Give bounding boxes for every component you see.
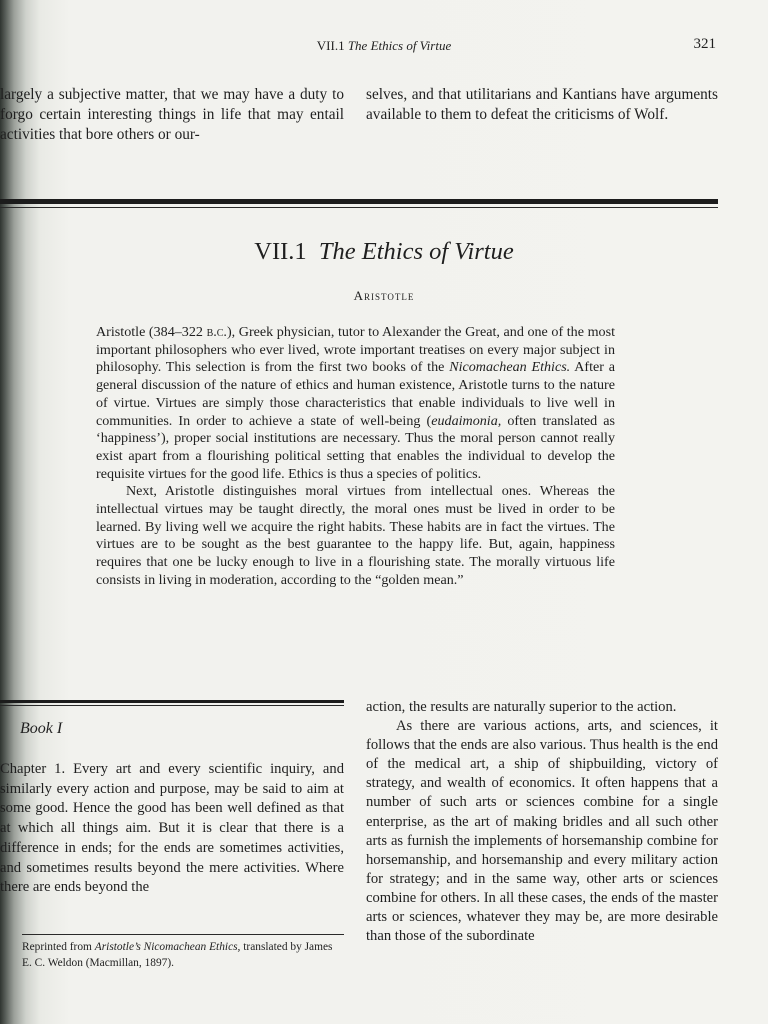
- chapter-1-text: Chapter 1. Every art and every scientific inquiry, and similarly every action and purpose, may be said to aim at some good. Hence the good has been well defined as that at which all things aim. But it is clear that there is a difference in ends; for the ends are sometimes activities, and sometimes results beyond the mere activities. Where there are ends beyond the: [0, 761, 344, 896]
- footnote-title-italic: Aristotle’s Nicomachean Ethics,: [94, 941, 241, 953]
- intro-text: [96, 324, 615, 590]
- book-title-italic: Nicomachean Ethics.: [449, 359, 571, 376]
- right-paragraph-1: action, the results are naturally superior to the action.: [366, 699, 677, 715]
- right-paragraph-2: As there are various actions, arts, and sciences, it follows that the ends are also various. Thus health is the end of the medical art, a ship of shipbuilding, victory of strategy, and wealth of economics. It often happens that a number of such arts or sciences combine for a single enterprise, as the art of making bridles and all such other arts as furnish the implements of horsemanship combine for horsemanship, and horsemanship and every military action for strategy; and in the same way, other arts or sciences combine for others. In all these cases, the ends of the master arts or sciences, whatever they may be, are more desirable than those of the subordinate: [366, 718, 718, 945]
- top-right-column-text: selves, and that utilitarians and Kantians have arguments available to them to defeat the criticisms of Wolf.: [366, 86, 718, 123]
- author-name: Aristotle: [353, 288, 415, 303]
- top-left-column-text: largely a subjective matter, that we may have a duty to forgo certain interesting things in life that may entail activities that bore others or our-: [0, 86, 344, 143]
- era-abbrev: b.c.: [206, 324, 227, 340]
- section-number: VII.1: [254, 238, 307, 265]
- footnote-rule: [22, 934, 344, 935]
- section-title: [0, 238, 768, 266]
- intro-paragraph-1: Aristotle (384–322 b.c.), Greek physician, tutor to Alexander the Great, and one of the most important philosophers who ever lived, wrote important treatises on every major subject in philosophy. This selection is from the first two books of the Nicomachean Ethics. After a general discussion of the nature of ethics and human existence, Aristotle turns to the nature of virtue. Virtues are simply those characteristics that enable individuals to live well in communities. In order to achieve a state of well-being (eudaimonia, often translated as ‘happiness’), proper social institutions are necessary. Thus the moral person cannot really exist apart from a flourishing political setting that enables the individual to develop the requisite virtues for the good life. Ethics is thus a species of politics.: [96, 324, 615, 482]
- section-title-italic: The Ethics of Virtue: [318, 238, 514, 265]
- section-rule-thin: [0, 207, 718, 208]
- section-rule-thick: [0, 199, 718, 204]
- footnote: Reprinted from Aristotle’s Nicomachean Ethics, translated by James E. C. Weldon (Macmillan, 1897).: [22, 941, 333, 969]
- greek-term: eudaimonia,: [431, 412, 502, 429]
- book-heading: Book I: [20, 720, 63, 737]
- right-column-text: [366, 698, 718, 946]
- running-title-italic: The Ethics of Virtue: [347, 38, 452, 53]
- book-rule-thin: [0, 705, 344, 706]
- running-head: [0, 38, 768, 58]
- page-number: 321: [693, 36, 716, 52]
- intro-paragraph-2: Next, Aristotle distinguishes moral virtues from intellectual ones. Whereas the intellectual virtues may be taught directly, the moral ones must be lived in order to be learned. By living well we acquire the right habits. These habits are in fact the virtues. The virtues are to be sought as the best guarantee to the happy life. But, again, happiness requires that one be lucky enough to live in a flourishing state. The morally virtuous life consists in living in moderation, according to the “golden mean.”: [96, 483, 615, 588]
- book-rule-thick: [0, 700, 344, 703]
- running-title: VII.1 The Ethics of Virtue: [316, 38, 452, 53]
